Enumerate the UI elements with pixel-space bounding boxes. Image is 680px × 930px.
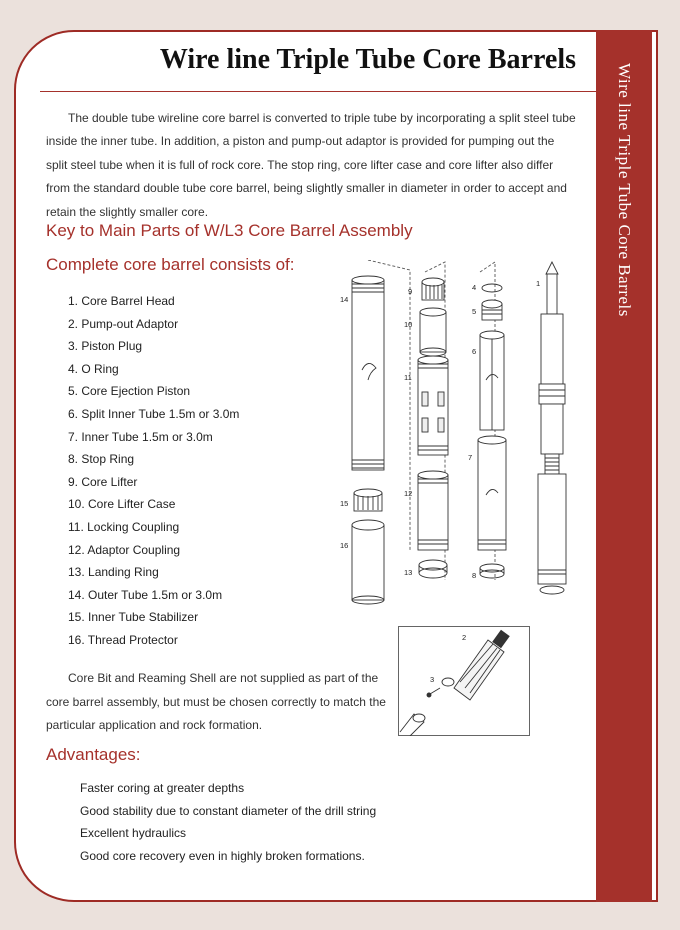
list-item: Excellent hydraulics: [80, 826, 187, 841]
pump-out-adaptor-detail: [398, 626, 530, 736]
list-item: Good core recovery even in highly broken formations.: [80, 848, 365, 863]
list-item: 4. O Ring: [68, 361, 119, 376]
list-item: Faster coring at greater depths: [80, 781, 245, 795]
page-title: Wire line Triple Tube Core Barrels: [159, 44, 576, 75]
list-item: 1. Core Barrel Head: [68, 294, 175, 308]
list-item: 14. Outer Tube 1.5m or 3.0m: [68, 587, 223, 602]
label-10: 10: [404, 320, 413, 329]
label-15: 15: [340, 499, 349, 508]
core-lifter-drawing: [422, 278, 444, 300]
thread-protector-drawing: [352, 520, 384, 604]
label-16: 16: [340, 541, 349, 550]
label-7: 7: [468, 453, 473, 462]
list-item: 11. Locking Coupling: [68, 519, 180, 534]
list-item: 10. Core Lifter Case: [68, 497, 176, 512]
list-item: 3. Piston Plug: [68, 339, 143, 354]
complete-heading: Complete core barrel consists of:: [46, 255, 295, 274]
label-6: 6: [472, 347, 477, 356]
label-14: 14: [340, 295, 349, 304]
label-9: 9: [408, 287, 413, 296]
list-item: 2. Pump-out Adaptor: [68, 316, 179, 331]
list-item: 8. Stop Ring: [68, 452, 135, 467]
side-ribbon-tail: [596, 350, 652, 902]
list-item: 6. Split Inner Tube 1.5m or 3.0m: [68, 406, 240, 421]
label-11: 11: [404, 373, 412, 382]
label-12: 12: [404, 489, 413, 498]
list-item: 7. Inner Tube 1.5m or 3.0m: [68, 429, 213, 444]
title-rule: [40, 91, 596, 92]
piston-drawing: [482, 300, 502, 320]
supply-note: Core Bit and Reaming Shell are not supplied as part of the core barrel assembly, but must be chosen correctly to match the particular application and rock formation.: [46, 671, 386, 732]
advantages-list: [80, 777, 376, 867]
list-item: 13. Landing Ring: [68, 565, 159, 580]
o-ring-drawing: [482, 284, 502, 292]
intro-paragraph: The double tube wireline core barrel is converted to triple tube by incorporating a split steel tube inside the inner tube. In addition, a piston and pump-out adaptor is provided for pumping out the split steel tube when it is full of rock core. The stop ring, core lifter case and core lifter also differ from the standard double tube core barrel, being slightly smaller in diameter in order to accept and retain the slightly smaller core.: [46, 111, 576, 219]
adaptor-coupling-drawing: [418, 471, 448, 550]
stabilizer-drawing: [354, 489, 382, 511]
label-8: 8: [472, 571, 477, 580]
list-item: 9. Core Lifter: [68, 474, 138, 489]
list-item: 16. Thread Protector: [68, 632, 178, 647]
parts-list: [68, 290, 239, 652]
label-13: 13: [404, 568, 413, 577]
landing-ring-drawing: [419, 560, 447, 578]
inner-tube-drawing: [478, 436, 506, 550]
list-item: 5. Core Ejection Piston: [68, 384, 191, 399]
list-item: Good stability due to constant diameter of the drill string: [80, 803, 377, 818]
outer-tube-drawing: [352, 276, 384, 470]
label-1: 1: [536, 279, 541, 288]
advantages-heading: Advantages:: [46, 745, 141, 764]
label-3: 3: [430, 675, 435, 684]
core-barrel-head-drawing: [538, 262, 566, 594]
core-lifter-case-drawing: [420, 308, 446, 356]
list-item: 15. Inner Tube Stabilizer: [68, 610, 199, 625]
list-item: 12. Adaptor Coupling: [68, 542, 181, 557]
stop-ring-drawing: [480, 564, 504, 578]
key-heading: Key to Main Parts of W/L3 Core Barrel Assembly: [46, 221, 413, 240]
locking-coupling-drawing: [418, 356, 448, 455]
side-title: Wire line Triple Tube Core Barrels: [615, 63, 634, 317]
label-4: 4: [472, 283, 477, 292]
split-inner-tube-drawing: [480, 331, 504, 430]
label-2: 2: [462, 633, 467, 642]
label-5: 5: [472, 307, 477, 316]
core-barrel-diagram: [330, 260, 590, 610]
